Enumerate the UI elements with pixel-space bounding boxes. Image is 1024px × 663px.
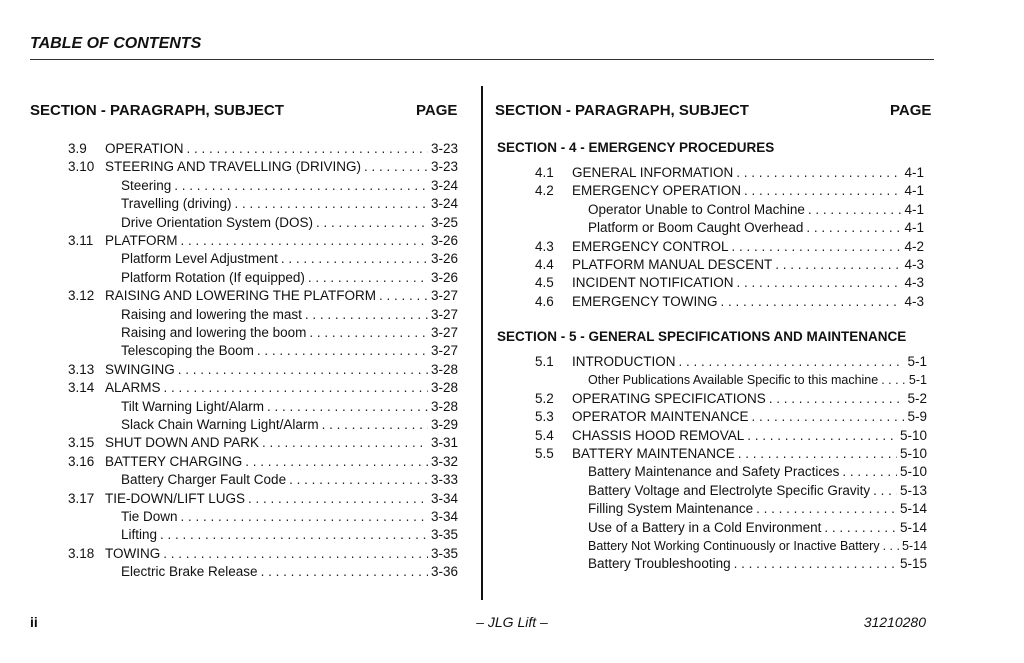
- toc-text: Lifting: [121, 527, 158, 543]
- toc-page: 3-23: [430, 159, 458, 175]
- toc-subentry[interactable]: [121, 416, 458, 434]
- toc-page: 4-1: [904, 220, 924, 236]
- toc-page: 3-25: [430, 214, 458, 230]
- toc-page: 3-23: [430, 141, 458, 156]
- toc-page: 3-24: [430, 177, 458, 193]
- toc-page: 5-1: [908, 373, 927, 388]
- toc-page: 3-26: [430, 233, 458, 248]
- toc-entry[interactable]: [535, 390, 927, 408]
- toc-number: 5.5: [535, 446, 554, 461]
- dot-leader: [289, 471, 428, 489]
- toc-page: 3-27: [430, 343, 458, 359]
- dot-leader: [316, 214, 428, 232]
- toc-text: Use of a Battery in a Cold Environment: [588, 519, 822, 535]
- toc-text: EMERGENCY OPERATION: [572, 183, 742, 199]
- dot-leader: [775, 256, 901, 274]
- toc-text: Battery Troubleshooting: [588, 556, 731, 572]
- toc-page: 3-32: [430, 453, 458, 469]
- toc-page: 5-9: [907, 409, 927, 425]
- toc-entry[interactable]: [68, 287, 458, 305]
- toc-subentry[interactable]: [588, 219, 924, 237]
- toc-number: 3.18: [68, 545, 95, 561]
- toc-text: BATTERY CHARGING: [105, 453, 243, 469]
- toc-page: 3-27: [430, 288, 458, 304]
- dot-leader: [181, 232, 428, 250]
- toc-entry[interactable]: [68, 158, 458, 176]
- dot-leader: [738, 445, 897, 463]
- toc-number: 3.10: [68, 159, 95, 175]
- toc-entry[interactable]: [535, 408, 927, 426]
- toc-text: STEERING AND TRAVELLING (DRIVING): [105, 159, 362, 175]
- dot-leader: [174, 177, 428, 195]
- toc-text: PLATFORM: [105, 233, 178, 248]
- toc-entry[interactable]: [535, 274, 924, 292]
- toc-page: 5-10: [899, 427, 927, 443]
- toc-subentry[interactable]: [588, 201, 924, 219]
- toc-page: 3-34: [430, 490, 458, 506]
- toc-page: 3-31: [430, 435, 458, 451]
- toc-page: 5-14: [901, 539, 927, 553]
- toc-text: Travelling (driving): [121, 196, 232, 212]
- toc-text: Platform Level Adjustment: [121, 251, 278, 267]
- toc-page: 4-3: [904, 257, 924, 272]
- toc-page: 5-14: [899, 501, 927, 517]
- toc-text: Battery Charger Fault Code: [121, 472, 287, 488]
- dot-leader: [178, 361, 428, 379]
- toc-entry[interactable]: [535, 353, 927, 371]
- toc-text: ALARMS: [105, 380, 161, 396]
- toc-entry[interactable]: [535, 256, 924, 274]
- toc-text: BATTERY MAINTENANCE: [572, 446, 735, 461]
- dot-leader: [873, 482, 897, 500]
- toc-page: 3-27: [430, 306, 458, 322]
- right-column-page-heading: PAGE: [890, 102, 932, 119]
- dot-leader: [364, 158, 428, 176]
- toc-entry[interactable]: [535, 182, 924, 200]
- dot-leader: [379, 287, 428, 305]
- dot-leader: [842, 463, 897, 481]
- toc-text: EMERGENCY CONTROL: [572, 238, 729, 254]
- toc-number: 4.6: [535, 293, 554, 309]
- page-title: TABLE OF CONTENTS: [30, 35, 202, 52]
- toc-entry[interactable]: [535, 427, 927, 445]
- toc-number: 5.1: [535, 354, 554, 369]
- toc-number: 5.2: [535, 390, 554, 406]
- dot-leader: [736, 164, 901, 182]
- toc-subentry[interactable]: [588, 482, 927, 500]
- toc-page: 5-13: [899, 482, 927, 498]
- toc-page: 3-33: [430, 472, 458, 488]
- toc-page: 3-28: [430, 380, 458, 396]
- dot-leader: [308, 269, 428, 287]
- toc-text: GENERAL INFORMATION: [572, 165, 734, 180]
- toc-page: 4-3: [904, 293, 924, 309]
- left-column-page-heading: PAGE: [416, 102, 458, 119]
- toc-page: 5-10: [899, 464, 927, 480]
- toc-page: 4-1: [904, 165, 924, 180]
- dot-leader: [808, 201, 902, 219]
- dot-leader: [747, 427, 897, 445]
- toc-page: 3-26: [430, 251, 458, 267]
- toc-subentry[interactable]: [121, 177, 458, 195]
- dot-leader: [679, 353, 905, 371]
- toc-text: Operator Unable to Control Machine: [588, 201, 805, 217]
- dot-leader: [245, 453, 428, 471]
- dot-leader: [181, 508, 428, 526]
- toc-page: 3-35: [430, 545, 458, 561]
- toc-text: Battery Maintenance and Safety Practices: [588, 464, 840, 480]
- toc-text: Drive Orientation System (DOS): [121, 214, 314, 230]
- toc-number: 4.3: [535, 238, 554, 254]
- toc-text: Battery Not Working Continuously or Inactive Battery: [588, 539, 880, 553]
- toc-page: 4-2: [904, 238, 924, 254]
- toc-page: 3-36: [430, 564, 458, 580]
- toc-subentry[interactable]: [121, 324, 458, 342]
- dot-leader: [160, 526, 428, 544]
- dot-leader: [267, 398, 428, 416]
- dot-leader: [164, 379, 428, 397]
- toc-subentry[interactable]: [588, 555, 927, 573]
- toc-page: 4-1: [904, 201, 924, 217]
- toc-subentry[interactable]: [121, 508, 458, 526]
- dot-leader: [737, 274, 902, 292]
- toc-text: OPERATING SPECIFICATIONS: [572, 390, 766, 406]
- toc-number: 5.3: [535, 409, 554, 425]
- toc-text: Tie Down: [121, 509, 178, 524]
- toc-text: EMERGENCY TOWING: [572, 293, 718, 309]
- toc-text: Tilt Warning Light/Alarm: [121, 398, 265, 414]
- dot-leader: [806, 219, 901, 237]
- dot-leader: [305, 306, 428, 324]
- toc-page: 4-3: [904, 275, 924, 291]
- toc-entry[interactable]: [535, 445, 927, 463]
- toc-entry[interactable]: [68, 434, 458, 452]
- dot-leader: [769, 390, 905, 408]
- toc-text: OPERATOR MAINTENANCE: [572, 409, 749, 425]
- toc-page: 3-29: [430, 417, 458, 432]
- toc-subentry[interactable]: [588, 519, 927, 537]
- toc-entry[interactable]: [68, 453, 458, 471]
- toc-entry[interactable]: [68, 361, 458, 379]
- toc-text: TOWING: [105, 545, 161, 561]
- toc-number: 3.9: [68, 141, 87, 156]
- dot-leader: [883, 537, 899, 555]
- toc-page: 5-2: [907, 390, 927, 406]
- toc-number: 3.13: [68, 361, 95, 377]
- toc-text: SHUT DOWN AND PARK: [105, 435, 260, 451]
- toc-subentry[interactable]: [588, 463, 927, 481]
- dot-leader: [163, 545, 428, 563]
- toc-number: 3.12: [68, 288, 95, 304]
- toc-number: 3.14: [68, 380, 95, 396]
- toc-page: 5-15: [899, 556, 927, 572]
- toc-number: 3.16: [68, 453, 95, 469]
- toc-text: RAISING AND LOWERING THE PLATFORM: [105, 288, 377, 304]
- toc-subentry[interactable]: [121, 471, 458, 489]
- document-number: 31210280: [863, 614, 926, 630]
- toc-subentry[interactable]: [588, 500, 927, 518]
- toc-entry[interactable]: [68, 545, 458, 563]
- toc-page: 3-35: [430, 527, 458, 543]
- toc-entry[interactable]: [68, 379, 458, 397]
- toc-page: 3-24: [430, 196, 458, 212]
- toc-text: OPERATION: [105, 141, 184, 156]
- dot-leader: [281, 250, 428, 268]
- toc-subentry[interactable]: [121, 195, 458, 213]
- right-column-subject-heading: SECTION - PARAGRAPH, SUBJECT: [495, 102, 749, 119]
- toc-text: CHASSIS HOOD REMOVAL: [572, 427, 745, 443]
- toc-subentry[interactable]: [588, 537, 927, 555]
- column-divider: [481, 86, 483, 600]
- dot-leader: [187, 140, 428, 158]
- dot-leader: [309, 324, 428, 342]
- toc-entry[interactable]: [68, 140, 458, 158]
- toc-text: Platform Rotation (If equipped): [121, 269, 305, 285]
- dot-leader: [721, 293, 902, 311]
- toc-text: Slack Chain Warning Light/Alarm: [121, 417, 319, 432]
- toc-subentry[interactable]: [588, 371, 927, 389]
- toc-entry[interactable]: [535, 164, 924, 182]
- dot-leader: [261, 563, 428, 581]
- toc-page: 3-26: [430, 269, 458, 285]
- toc-entry[interactable]: [68, 490, 458, 508]
- dot-leader: [824, 519, 897, 537]
- toc-page: 5-10: [899, 446, 927, 461]
- toc-entry[interactable]: [535, 238, 924, 256]
- toc-entry[interactable]: [535, 293, 924, 311]
- toc-subentry[interactable]: [121, 398, 458, 416]
- toc-page: 4-1: [904, 183, 924, 199]
- toc-number: 4.5: [535, 275, 554, 291]
- toc-text: Telescoping the Boom: [121, 343, 254, 359]
- toc-number: 5.4: [535, 427, 554, 443]
- toc-page: 3-34: [430, 509, 458, 524]
- toc-subentry[interactable]: [121, 563, 458, 581]
- dot-leader: [756, 500, 897, 518]
- left-column-subject-heading: SECTION - PARAGRAPH, SUBJECT: [30, 102, 284, 119]
- toc-subentry[interactable]: [121, 342, 458, 360]
- toc-number: 4.2: [535, 183, 554, 199]
- toc-subentry[interactable]: [121, 526, 458, 544]
- toc-subentry[interactable]: [121, 306, 458, 324]
- toc-text: INTRODUCTION: [572, 354, 676, 369]
- toc-text: Battery Voltage and Electrolyte Specific Gravity: [588, 482, 871, 498]
- header-rule: [30, 59, 934, 60]
- toc-subentry[interactable]: [121, 214, 458, 232]
- toc-text: INCIDENT NOTIFICATION: [572, 275, 734, 291]
- toc-subentry[interactable]: [121, 250, 458, 268]
- section-4-title: SECTION - 4 - EMERGENCY PROCEDURES: [497, 140, 775, 155]
- toc-text: Electric Brake Release: [121, 564, 258, 580]
- toc-page: 3-28: [430, 398, 458, 414]
- dot-leader: [752, 408, 905, 426]
- page-number: ii: [30, 614, 38, 630]
- toc-page: 5-1: [907, 354, 927, 369]
- dot-leader: [248, 490, 428, 508]
- toc-number: 3.15: [68, 435, 95, 451]
- toc-number: 4.1: [535, 165, 554, 180]
- toc-text: Raising and lowering the mast: [121, 306, 302, 322]
- toc-number: 3.17: [68, 490, 95, 506]
- toc-text: SWINGING: [105, 361, 175, 377]
- toc-text: TIE-DOWN/LIFT LUGS: [105, 490, 246, 506]
- toc-subentry[interactable]: [121, 269, 458, 287]
- toc-page: 3-28: [430, 361, 458, 377]
- toc-text: Other Publications Available Specific to this machine: [588, 373, 879, 388]
- toc-number: 3.11: [68, 233, 94, 248]
- dot-leader: [732, 238, 902, 256]
- toc-text: Platform or Boom Caught Overhead: [588, 220, 804, 236]
- toc-page: 3-27: [430, 325, 458, 340]
- toc-entry[interactable]: [68, 232, 458, 250]
- dot-leader: [881, 371, 906, 389]
- toc-number: 4.4: [535, 257, 554, 272]
- dot-leader: [734, 555, 897, 573]
- toc-text: Steering: [121, 177, 172, 193]
- dot-leader: [322, 416, 428, 434]
- toc-page: 5-14: [899, 519, 927, 535]
- dot-leader: [257, 342, 428, 360]
- section-5-title: SECTION - 5 - GENERAL SPECIFICATIONS AND MAINTENANCE: [497, 329, 907, 344]
- dot-leader: [744, 182, 901, 200]
- toc-text: PLATFORM MANUAL DESCENT: [572, 257, 773, 272]
- toc-text: Filling System Maintenance: [588, 501, 754, 517]
- dot-leader: [262, 434, 428, 452]
- dot-leader: [235, 195, 428, 213]
- toc-text: Raising and lowering the boom: [121, 325, 307, 340]
- footer-brand: – JLG Lift –: [476, 614, 548, 630]
